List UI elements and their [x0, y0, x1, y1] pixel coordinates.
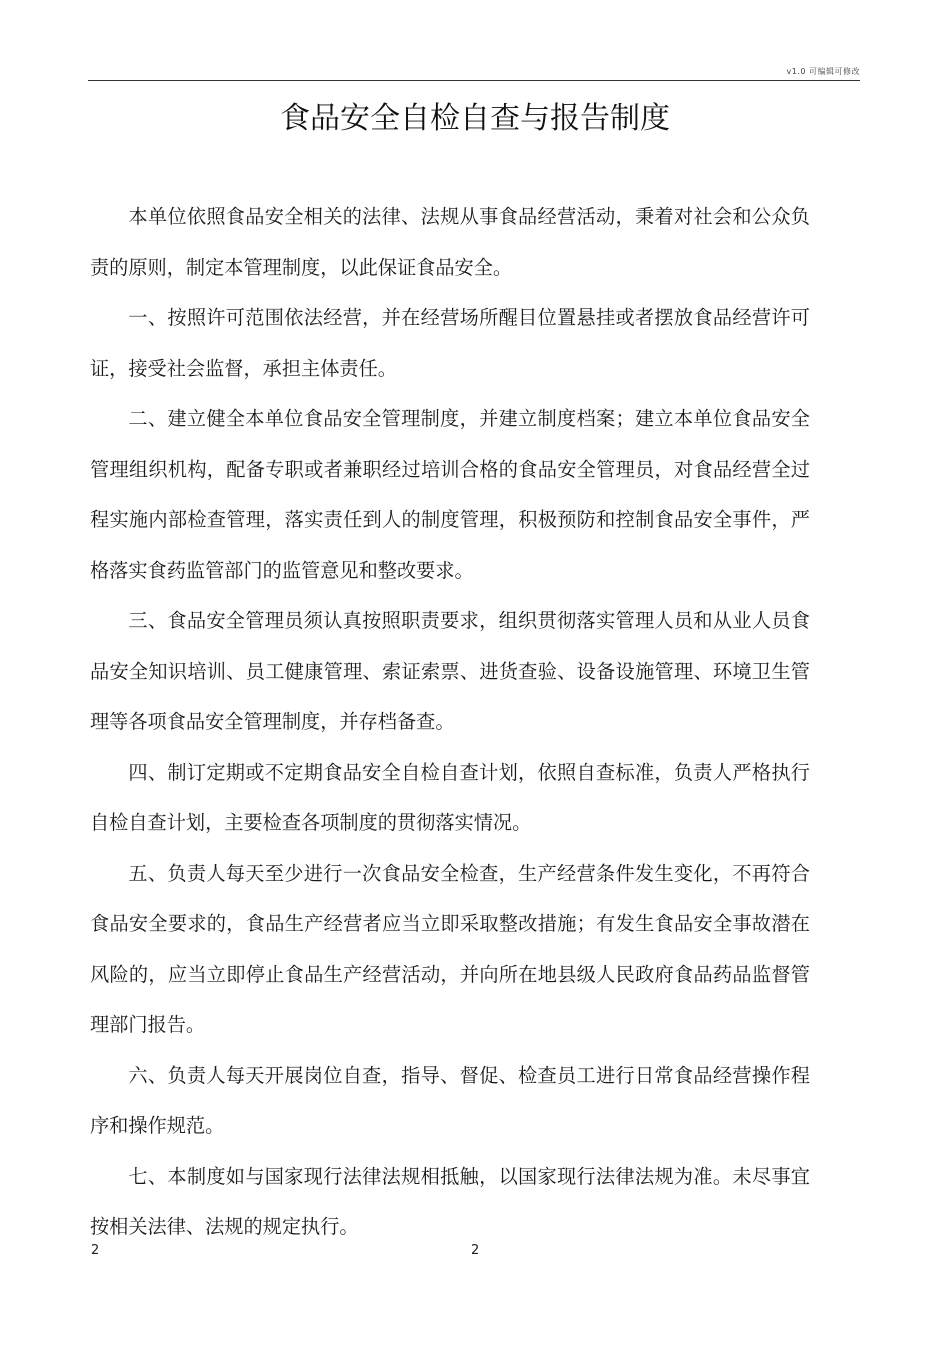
clause-7-paragraph: 七、本制度如与国家现行法律法规相抵触，以国家现行法律法规为准。未尽事宜按相关法律、法规的规定执行。 — [90, 1164, 810, 1238]
clause-5-paragraph: 五、负责人每天至少进行一次食品安全检查，生产经营条件发生变化，不再符合食品安全要求的，食品生产经营者应当立即采取整改措施；有发生食品安全事故潜在风险的，应当立即停止食品生产经营活动，并向所在地县级人民政府食品药品监督管理部门报告。 — [90, 861, 810, 1036]
intro-paragraph: 本单位依照食品安全相关的法律、法规从事食品经营活动，秉着对社会和公众负责的原则，制定本管理制度，以此保证食品安全。 — [90, 205, 810, 279]
clause-3-paragraph: 三、食品安全管理员须认真按照职责要求，组织贯彻落实管理人员和从业人员食品安全知识培训、员工健康管理、索证索票、进货查验、设备设施管理、环境卫生管理等各项食品安全管理制度，并存档备查。 — [90, 609, 810, 733]
clause-2-paragraph: 二、建立健全本单位食品安全管理制度，并建立制度档案；建立本单位食品安全管理组织机构，配备专职或者兼职经过培训合格的食品安全管理员，对食品经营全过程实施内部检查管理，落实责任到人的制度管理，积极预防和控制食品安全事件，严格落实食药监管部门的监管意见和整改要求。 — [90, 407, 810, 582]
page-number-left: 2 — [91, 1243, 100, 1258]
header-version-note: v1.0 可编辑可修改 — [786, 67, 860, 76]
document-title: 食品安全自检自查与报告制度 — [280, 101, 670, 136]
page-number-center: 2 — [471, 1243, 480, 1258]
clause-4-paragraph: 四、制订定期或不定期食品安全自检自查计划，依照自查标准，负责人严格执行自检自查计划，主要检查各项制度的贯彻落实情况。 — [90, 760, 810, 834]
document-body — [90, 192, 810, 1253]
clause-6-paragraph: 六、负责人每天开展岗位自查，指导、督促、检查员工进行日常食品经营操作程序和操作规范。 — [90, 1063, 810, 1137]
clause-1-paragraph: 一、按照许可范围依法经营，并在经营场所醒目位置悬挂或者摆放食品经营许可证，接受社会监督，承担主体责任。 — [90, 306, 810, 380]
header-rule — [88, 80, 860, 81]
